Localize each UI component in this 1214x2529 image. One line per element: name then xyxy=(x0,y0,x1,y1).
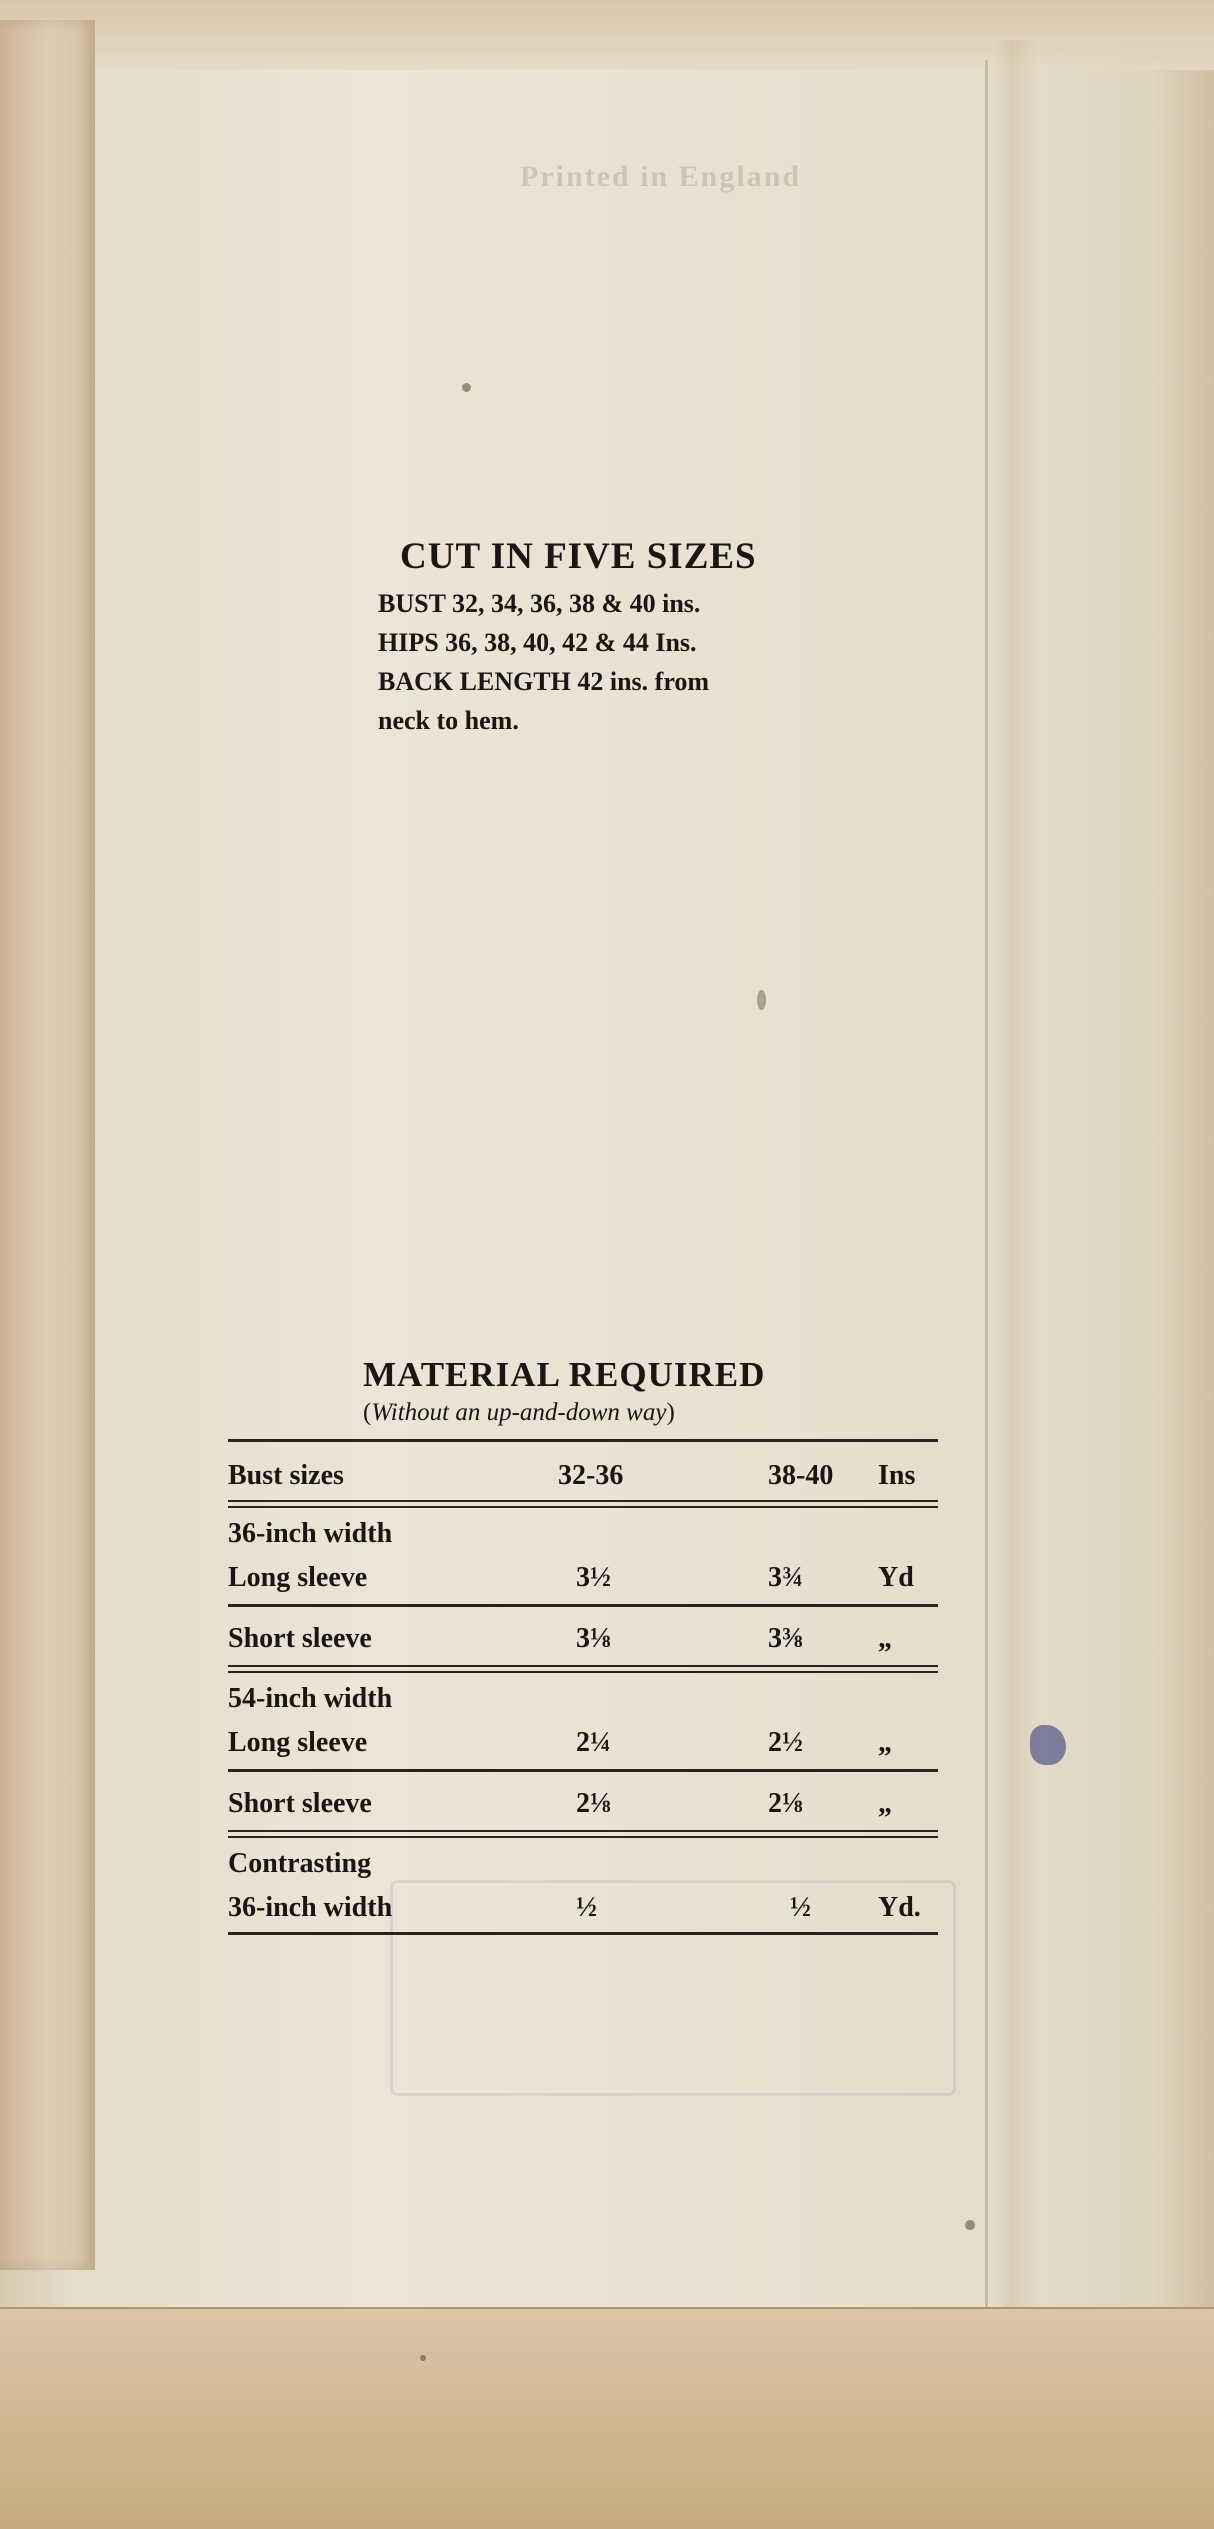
back-length-line-cont: neck to hem. xyxy=(378,706,519,735)
table-rule xyxy=(228,1665,938,1673)
table-rule xyxy=(228,1932,938,1935)
table-rule xyxy=(228,1439,938,1442)
hips-sizes-line: HIPS 36, 38, 40, 42 & 44 Ins. xyxy=(378,628,697,657)
header-unit: Ins xyxy=(878,1460,916,1491)
table-row xyxy=(228,1848,938,1924)
row-label: 36-inch width xyxy=(228,1892,393,1923)
row-col1: 2⅛ xyxy=(576,1788,611,1819)
stain-spot xyxy=(462,383,471,392)
row-unit: Yd. xyxy=(878,1892,921,1923)
row-col2: 3¾ xyxy=(768,1562,803,1593)
ink-mark xyxy=(1030,1725,1066,1765)
table-rule xyxy=(228,1830,938,1838)
row-col1: 3½ xyxy=(576,1562,611,1593)
header-col2: 38-40 xyxy=(768,1460,834,1491)
table-row xyxy=(228,1615,938,1655)
row-col1: 2¼ xyxy=(576,1727,611,1758)
sizes-block xyxy=(378,535,858,740)
material-title: MATERIAL REQUIRED xyxy=(363,1355,766,1394)
row-col2: 2⅛ xyxy=(768,1788,803,1819)
table-rule xyxy=(228,1769,938,1772)
row-unit: „ xyxy=(878,1727,892,1758)
material-subtitle: (Without an up-and-down way) xyxy=(363,1399,675,1426)
row-group: 36-inch width xyxy=(228,1518,393,1549)
row-label: Long sleeve xyxy=(228,1562,368,1593)
row-group: Contrasting xyxy=(228,1848,372,1879)
row-unit: „ xyxy=(878,1623,892,1654)
bottom-fold xyxy=(0,2307,1214,2529)
right-fold xyxy=(994,40,1214,2320)
table-row xyxy=(228,1683,938,1759)
back-length-line: BACK LENGTH 42 ins. from xyxy=(378,667,710,696)
row-label: Long sleeve xyxy=(228,1727,368,1758)
row-label: Short sleeve xyxy=(228,1623,372,1654)
bust-sizes-line: BUST 32, 34, 36, 38 & 40 ins. xyxy=(378,589,701,618)
table-row xyxy=(228,1780,938,1820)
row-col1: 3⅛ xyxy=(576,1623,611,1654)
material-block xyxy=(228,1355,938,1935)
row-group: 54-inch width xyxy=(228,1683,393,1714)
table-rule xyxy=(228,1604,938,1607)
left-fold xyxy=(0,20,95,2270)
crease-line xyxy=(985,60,988,2310)
header-col1: 32-36 xyxy=(558,1460,624,1491)
sizes-title: CUT IN FIVE SIZES xyxy=(400,536,757,577)
table-row xyxy=(228,1518,938,1594)
stain-spot xyxy=(757,990,766,1010)
material-table xyxy=(228,1439,938,1935)
faint-mark: Printed in England xyxy=(520,160,802,193)
row-unit: Yd xyxy=(878,1562,914,1593)
row-col2: ½ xyxy=(790,1892,811,1923)
row-col1: ½ xyxy=(576,1892,597,1923)
row-col2: 2½ xyxy=(768,1727,803,1758)
row-unit: „ xyxy=(878,1788,892,1819)
row-col2: 3⅜ xyxy=(768,1623,803,1654)
table-header xyxy=(228,1452,938,1492)
stain-spot xyxy=(420,2355,426,2361)
stain-spot xyxy=(965,2220,975,2230)
row-label: Short sleeve xyxy=(228,1788,372,1819)
table-rule xyxy=(228,1500,938,1508)
header-label: Bust sizes xyxy=(228,1460,344,1491)
